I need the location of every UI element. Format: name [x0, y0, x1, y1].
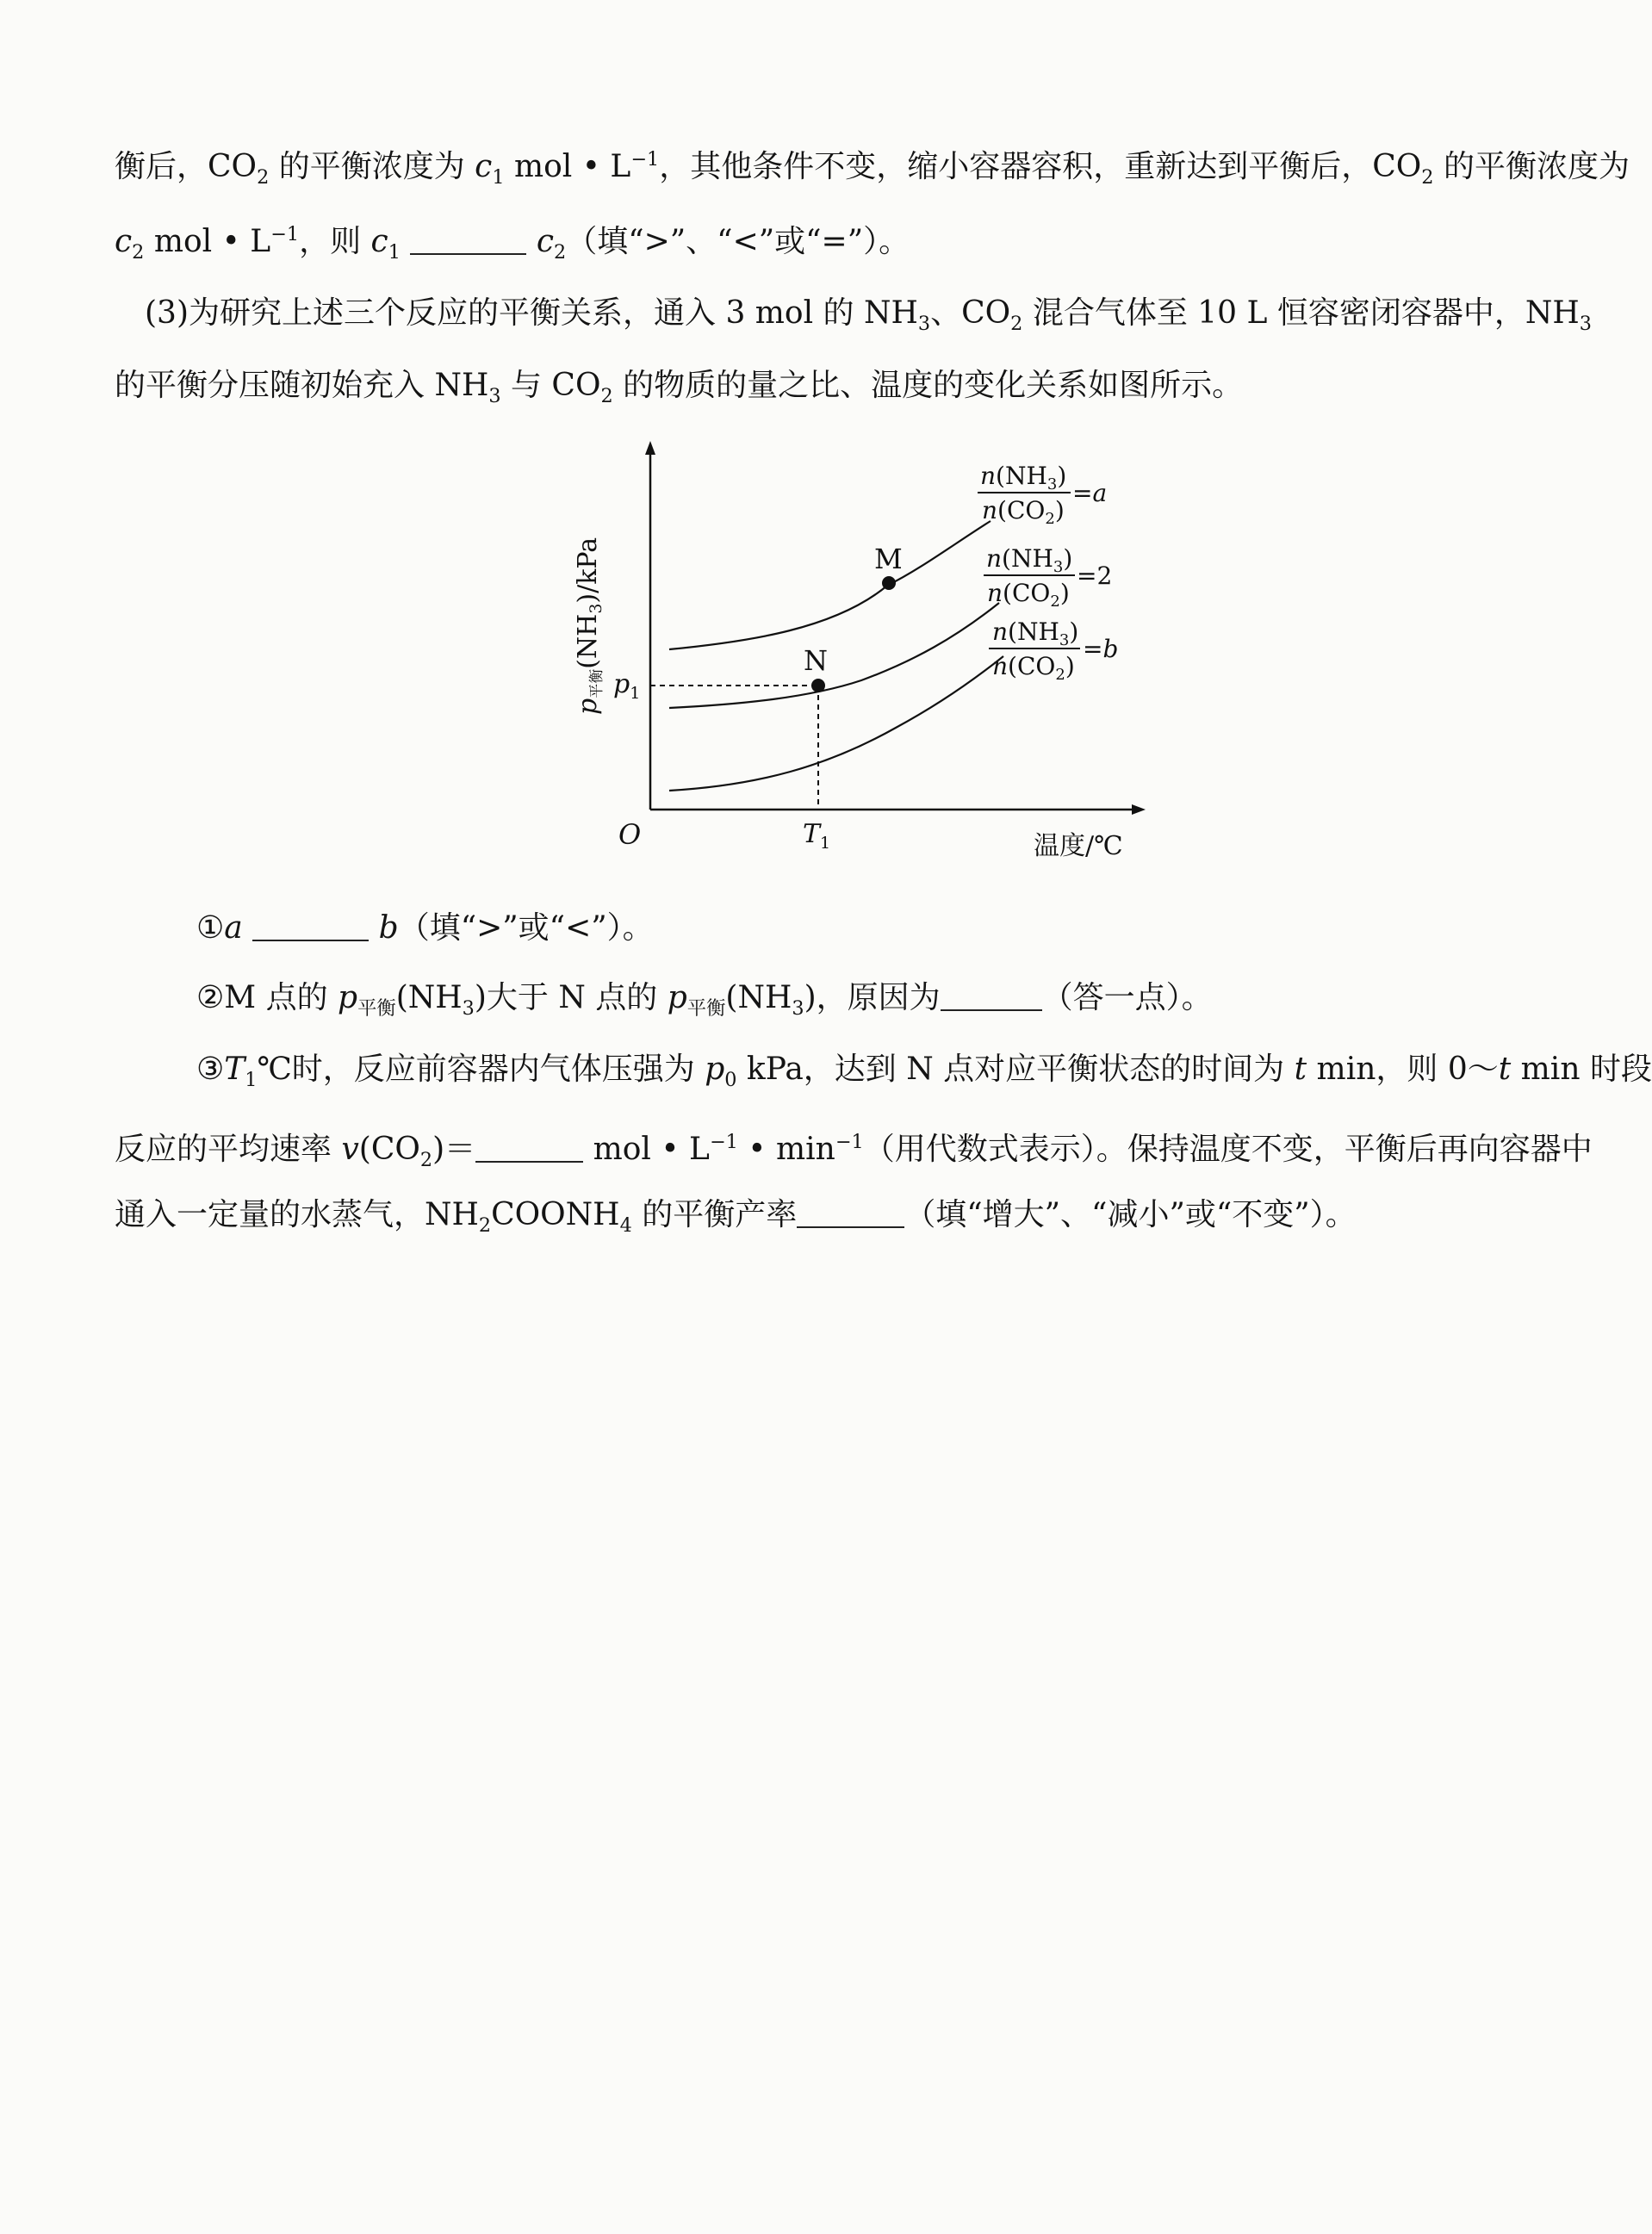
text-line-3: (3)为研究上述三个反应的平衡关系，通入 3 mol 的 $NH_3$、$CO_2$ 混合气体至 10 L 恒容密闭容器中，$NH_3$ — [145, 295, 1592, 336]
point-m-label: M — [874, 543, 903, 575]
ratio-2-label — [984, 544, 1112, 611]
answer-blank-a-b[interactable] — [252, 914, 369, 941]
svg-text:=2: =2 — [1077, 562, 1113, 590]
y-axis-label: $p_{平衡}(NH_3)$/kPa — [573, 537, 606, 715]
svg-text:n(NH3): $n(NH_3)$ — [980, 462, 1067, 493]
ratio-a-label — [978, 462, 1107, 528]
curve-ratio-a — [669, 521, 991, 649]
origin-label: O — [618, 818, 642, 851]
question-3-line-1: $③T_1℃$时，反应前容器内气体压强为 $p_0$ kPa，达到 N 点对应平衡状态的时间为 t min，则 0～t min 时段 — [196, 1052, 1652, 1092]
point-m — [882, 576, 896, 590]
ratio-b-label — [989, 617, 1118, 684]
svg-text:=a: =a — [1072, 479, 1108, 507]
text-line-4: 的平衡分压随初始充入 $NH_3$ 与 $CO_2$ 的物质的量之比、温度的变化关系如图所示。 — [115, 368, 1244, 408]
question-3-line-2: 反应的平均速率 $v(CO_2)=$ mol • $L^{-1}$ • $\min^{-1}$（用代数式表示）。保持温度不变，平衡后再向容器中 — [115, 1131, 1593, 1172]
x-axis-label: 温度/℃ — [1034, 831, 1123, 861]
point-n-label: N — [804, 644, 828, 677]
equilibrium-pressure-figure — [551, 431, 1171, 878]
svg-text:n(CO2): $n(CO_2)$ — [982, 496, 1065, 528]
t1-tick-label: $T_1$ — [803, 819, 831, 853]
curve-ratio-2 — [669, 603, 999, 708]
text-line-2: $c_2$ mol • $L^{-1}$，则 $c_1$ $c_2$（填“>”、“<”或“=”）。 — [115, 223, 910, 264]
svg-text:n(NH3): $n(NH_3)$ — [992, 617, 1079, 649]
svg-text:n(CO2): $n(CO_2)$ — [992, 652, 1075, 684]
answer-blank-yield[interactable] — [797, 1201, 904, 1228]
y-axis-arrow — [645, 441, 655, 455]
answer-blank-c1-c2[interactable] — [410, 227, 526, 255]
curve-ratio-b — [669, 656, 1003, 791]
svg-text:n(CO2): $n(CO_2)$ — [987, 579, 1070, 611]
text-line-1: 衡后，$CO_2$ 的平衡浓度为 $c_1$ mol • $L^{-1}$，其他条件不变，缩小容器容积，重新达到平衡后，$CO_2$ 的平衡浓度为 — [115, 148, 1630, 189]
answer-blank-reason[interactable] — [941, 984, 1042, 1011]
question-1: ①a b（填“>”或“<”）。 — [196, 910, 654, 946]
p1-tick-label: $p_1$ — [613, 669, 641, 703]
question-3-line-3: 通入一定量的水蒸气，$NH_2COONH_4$ 的平衡产率 （填“增大”、“减小”或“不变”）。 — [115, 1197, 1357, 1238]
answer-blank-rate[interactable] — [475, 1135, 583, 1163]
svg-text:n(NH3): $n(NH_3)$ — [986, 544, 1073, 576]
question-2: ②M 点的 $p_{平衡}(NH_3)$大于 N 点的 $p_{平衡}(NH_3)$，原因为 （答一点）。 — [196, 980, 1213, 1021]
svg-text:=b: =b — [1083, 635, 1119, 663]
point-n — [811, 679, 825, 692]
x-axis-arrow — [1132, 804, 1146, 815]
